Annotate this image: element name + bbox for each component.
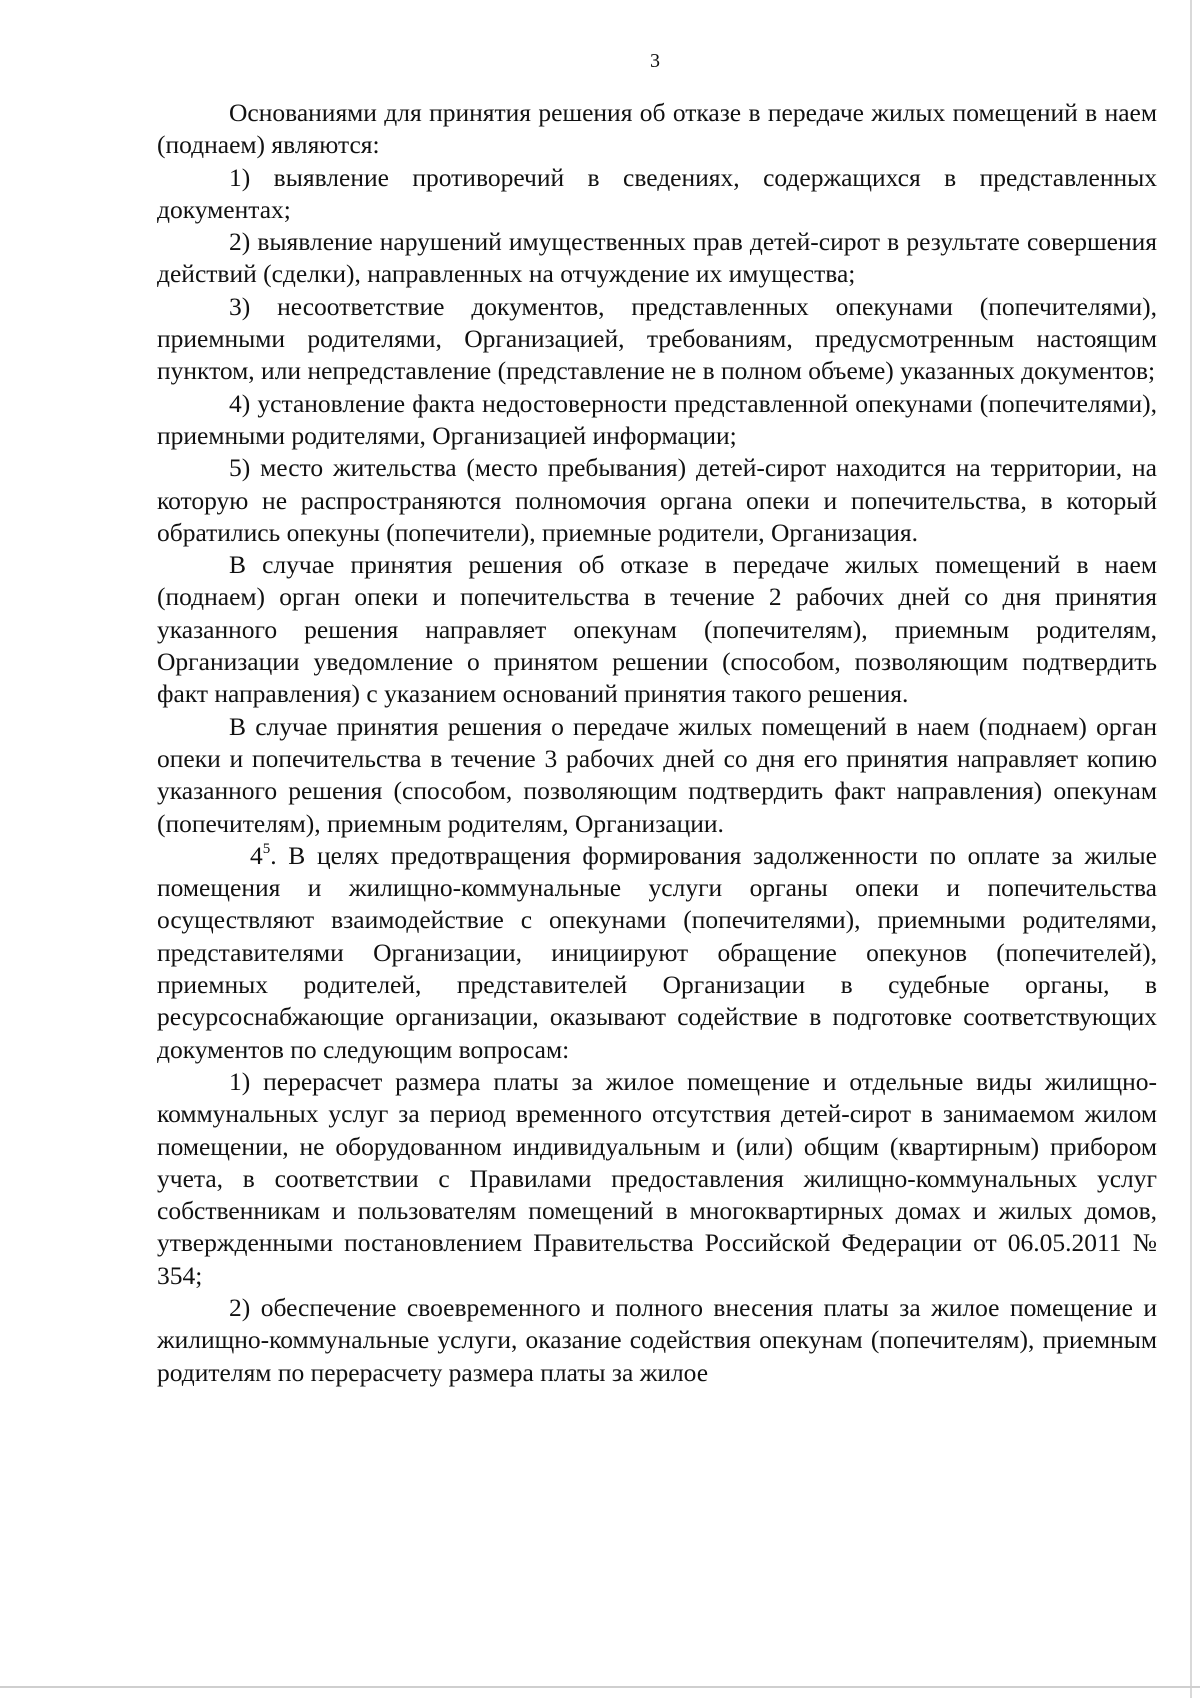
paragraph-ground-1: 1) выявление противоречий в сведениях, содержащихся в представленных документах; [157,162,1157,224]
document-body [157,97,1157,1389]
paragraph-ground-5: 5) место жительства (место пребывания) детей-сирот находится на территории, на которую не распространяются полномочия органа опеки и попечительства, в который обратились опекуны (попечители), приемные родители, Организация. [157,453,1157,547]
paragraph-refusal-notice: В случае принятия решения об отказе в передаче жилых помещений в наем (поднаем) орган опеки и попечительства в течение 2 рабочих дней со дня принятия указанного решения направляет опекунам (попечителям), приемным родителям, Организации уведомление о принятом решении (способом, позволяющим подтвердить факт направления) с указанием оснований принятия такого решения. [157,550,1157,709]
paragraph-ground-4: 4) установление факта недостоверности представленной опекунами (попечителями), приемными родителями, Организацией информации; [157,388,1157,450]
section-superscript: 5 [262,840,271,857]
page-number: 3 [650,50,660,72]
scan-edge-bottom [0,1686,1200,1688]
paragraph-section-4-5 [157,840,1157,1066]
paragraph-ground-2: 2) выявление нарушений имущественных прав детей-сирот в результате совершения действий (сделки), направленных на отчуждение их имущества; [157,227,1157,289]
paragraph-grounds-intro: Основаниями для принятия решения об отказе в передаче жилых помещений в наем (поднаем) являются: [157,98,1157,160]
paragraph-transfer-decision: В случае принятия решения о передаче жилых помещений в наем (поднаем) орган опеки и попечительства в течение 3 рабочих дней со дня его принятия направляет копию указанного решения (способом, позволяющим подтвердить факт направления) опекунам (попечителям), приемным родителям, Организации. [157,711,1157,838]
paragraph-ground-3: 3) несоответствие документов, представленных опекунами (попечителями), приемными родителями, Организацией, требованиям, предусмотренным настоящим пунктом, или непредставление (представление не в полном объеме) указанных документов; [157,291,1157,386]
paragraph-item-2-payment: 2) обеспечение своевременного и полного внесения платы за жилое помещение и жилищно-коммунальные услуги, оказание содействия опекунам (попечителям), приемным родителям по перерасчету размера платы за жилое [157,1292,1157,1387]
scan-edge-right [1190,0,1192,1698]
section-number: 4 [250,840,263,870]
section-text: . В целях предотвращения формирования задолженности по оплате за жилые помещения и жилищно-коммунальные услуги органы опеки и попечительства осуществляют взаимодействие с опекунами (попечителями), приемными родителями, представителями Организации, инициируют обращение опекунов (попечителей), приемных родителей, представителей Организации в судебные органы, в ресурсоснабжающие организации, оказывают содействие в подготовке соответствующих документов по следующим вопросам: [157,840,1157,1064]
paragraph-item-1-recalculation: 1) перерасчет размера платы за жилое помещение и отдельные виды жилищно-коммунальных услуг за период временного отсутствия детей-сирот в занимаемом жилом помещении, не оборудованном индивидуальным и (или) общим (квартирным) прибором учета, в соответствии с Правилами предоставления жилищно-коммунальных услуг собственникам и пользователям помещений в многоквартирных домах и жилых домов, утвержденными постановлением Правительства Российской Федерации от 06.05.2011 № 354; [157,1066,1157,1290]
